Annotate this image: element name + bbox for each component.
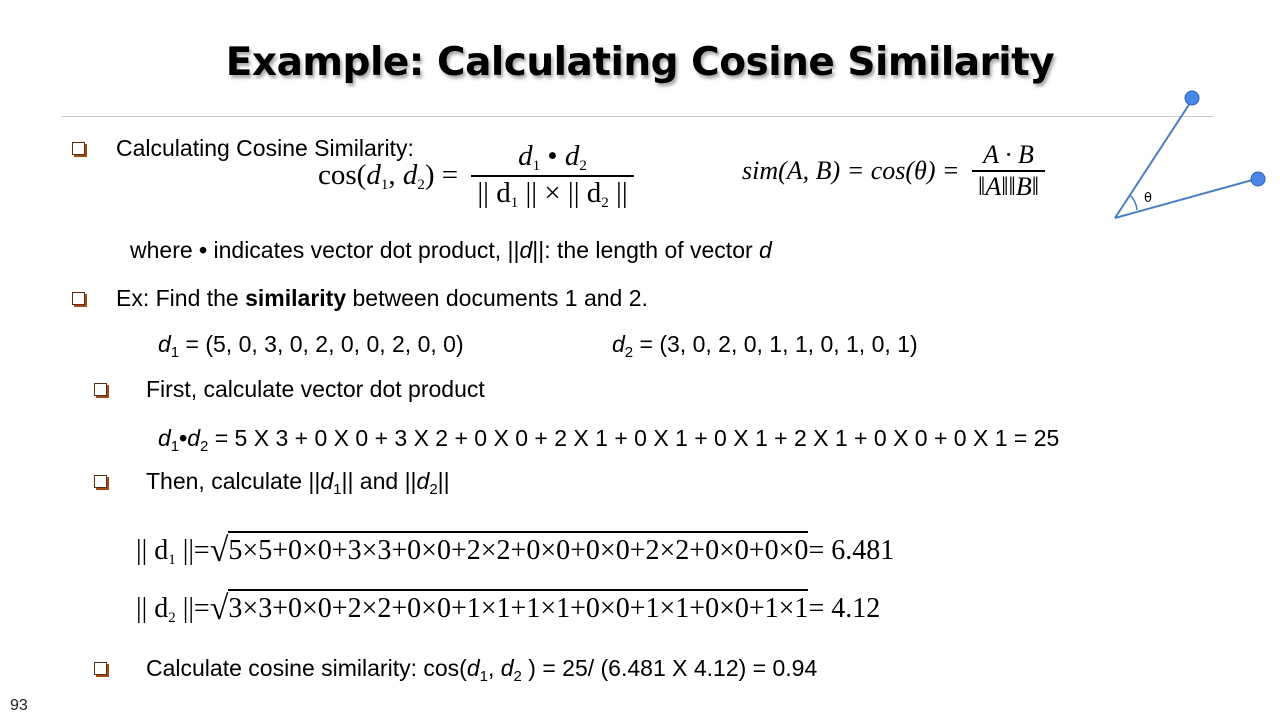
vector-b-point — [1251, 172, 1265, 186]
dot-product-calculation: $d_1•d_2 = 5$ X 3 + 0 X 0 + 3 X 2 + 0 X 0 + 2 X 1 + 0 X 1 + 0 X 1 + 2 X 1 + 0 X 0 + 0 X 1 = 25 — [158, 425, 1060, 455]
cosine-numerator: $d_1$ • $d_2$ — [518, 140, 587, 174]
similarity-fraction — [972, 140, 1045, 202]
sqrt-icon: √ — [209, 590, 229, 627]
norm-d1-lhs: || $d_1$ ||= — [136, 535, 210, 568]
vector-d2: $d_2 = (3$, 0, 2, 0, 1, 1, 0, 1, 0, 1) — [612, 331, 918, 361]
cosine-denominator: || $d_1$ || × || $d_2$ || — [477, 177, 628, 211]
bullet-icon — [94, 475, 107, 488]
similarity-denominator: ‖A‖‖B‖ — [978, 172, 1040, 201]
bullet-dot-product: First, calculate vector dot product — [146, 376, 485, 402]
similarity-formula-lhs: sim(A, B) = cos(θ) = — [742, 156, 960, 185]
vector-a-point — [1185, 91, 1199, 105]
norm-d1-equation — [136, 532, 894, 570]
cosine-formula-lhs: $\cos(d_1$, $d_2$) = — [318, 158, 459, 193]
bullet-icon — [72, 292, 85, 305]
theta-label: θ — [1144, 191, 1152, 206]
bullet-calc-cosine: Calculating Cosine Similarity: — [116, 135, 414, 161]
bullet-cosine-result: Calculate cosine similarity: $\cos(d_1$, $d_2$ ) = 25/ (6.481 X 4.12) = 0.94 — [146, 655, 818, 685]
page-number: 93 — [10, 697, 28, 714]
bullet-norms: Then, calculate $||d_1||$ and $||d_2||$ — [146, 468, 450, 498]
similarity-numerator: A · B — [983, 140, 1034, 169]
bullet-icon — [72, 142, 85, 155]
slide-title: Example: Calculating Cosine Similarity — [225, 40, 1055, 85]
norm-d1-radicand: 5×5+0×0+3×3+0×0+2×2+0×0+0×0+2×2+0×0+0×0 — [228, 531, 808, 566]
norm-d2-radicand: 3×3+0×0+2×2+0×0+1×1+1×1+0×0+1×1+0×0+1×1 — [228, 589, 808, 624]
norm-d1-result: = 6.481 — [808, 535, 895, 566]
cosine-formula — [318, 140, 634, 212]
norm-d2-equation — [136, 590, 880, 628]
bullet-icon — [94, 662, 107, 675]
angle-arc — [1130, 195, 1137, 210]
norm-d2-result: = 4.12 — [808, 593, 881, 624]
similarity-formula — [742, 140, 1045, 202]
bullet-example: Ex: Find the similarity between documents 1 and 2. — [116, 285, 648, 311]
norm-d2-lhs: || $d_2$ ||= — [136, 593, 210, 626]
bullet-icon — [94, 383, 107, 396]
title-divider — [62, 116, 1214, 117]
vector-d1: $d_1 = (5$, 0, 3, 0, 2, 0, 0, 2, 0, 0) — [158, 331, 464, 361]
cosine-fraction — [471, 140, 633, 212]
vector-angle-diagram — [1100, 82, 1280, 232]
sqrt-icon: √ — [209, 532, 229, 569]
where-explanation: where • indicates vector dot product, ||d||: the length of vector d — [130, 237, 772, 263]
